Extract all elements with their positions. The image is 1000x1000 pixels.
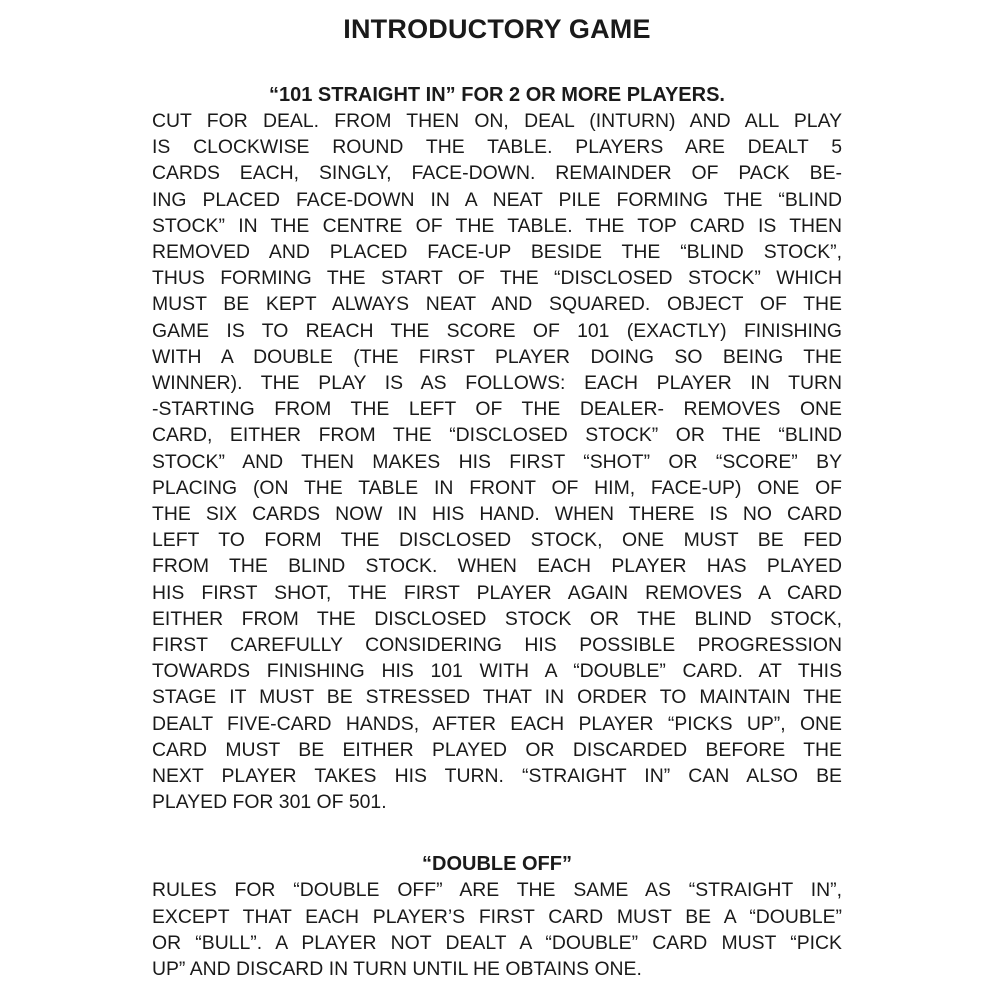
body-line: CARD MUST BE EITHER PLAYED OR DISCARDED BEFORE THE (152, 738, 842, 761)
body-line: CARDS EACH, SINGLY, FACE-DOWN. REMAINDER OF PACK BE- (152, 162, 842, 185)
body-line: EXCEPT THAT EACH PLAYER’S FIRST CARD MUST BE A “DOUBLE” (152, 905, 842, 928)
section-heading-double-off: “DOUBLE OFF” (422, 853, 572, 876)
section-body-double-off (152, 877, 842, 982)
body-line: STOCK” AND THEN MAKES HIS FIRST “SHOT” OR “SCORE” BY (152, 450, 842, 473)
body-line: FROM THE BLIND STOCK. WHEN EACH PLAYER HAS PLAYED (152, 555, 842, 578)
body-line: UP” AND DISCARD IN TURN UNTIL HE OBTAINS ONE. (152, 958, 642, 981)
body-line: STOCK” IN THE CENTRE OF THE TABLE. THE TOP CARD IS THEN (152, 214, 842, 237)
body-line: RULES FOR “DOUBLE OFF” ARE THE SAME AS “STRAIGHT IN”, (152, 879, 842, 902)
body-line: MUST BE KEPT ALWAYS NEAT AND SQUARED. OBJECT OF THE (152, 293, 842, 316)
body-line: OR “BULL”. A PLAYER NOT DEALT A “DOUBLE” CARD MUST “PICK (152, 931, 842, 954)
body-line: HIS FIRST SHOT, THE FIRST PLAYER AGAIN REMOVES A CARD (152, 581, 842, 604)
body-line: LEFT TO FORM THE DISCLOSED STOCK, ONE MUST BE FED (152, 529, 842, 552)
document-page (152, 12, 842, 982)
page-title: INTRODUCTORY GAME (343, 14, 651, 44)
body-line: ING PLACED FACE-DOWN IN A NEAT PILE FORMING THE “BLIND (152, 188, 842, 211)
body-line: THE SIX CARDS NOW IN HIS HAND. WHEN THERE IS NO CARD (152, 503, 842, 526)
body-line: CUT FOR DEAL. FROM THEN ON, DEAL (INTURN) AND ALL PLAY (152, 110, 842, 132)
body-line: PLACING (ON THE TABLE IN FRONT OF HIM, FACE-UP) ONE OF (152, 476, 842, 499)
body-line: CARD, EITHER FROM THE “DISCLOSED STOCK” OR THE “BLIND (152, 424, 842, 447)
body-line: STAGE IT MUST BE STRESSED THAT IN ORDER TO MAINTAIN THE (152, 686, 842, 709)
section-heading-straight-in: “101 STRAIGHT IN” FOR 2 OR MORE PLAYERS. (268, 84, 725, 106)
body-line: REMOVED AND PLACED FACE-UP BESIDE THE “BLIND STOCK”, (152, 241, 842, 264)
body-line: WINNER). THE PLAY IS AS FOLLOWS: EACH PLAYER IN TURN (152, 372, 842, 395)
body-line: NEXT PLAYER TAKES HIS TURN. “STRAIGHT IN” CAN ALSO BE (152, 765, 842, 788)
body-line: WITH A DOUBLE (THE FIRST PLAYER DOING SO BEING THE (152, 345, 842, 368)
section-body-straight-in (152, 108, 842, 815)
body-line: THUS FORMING THE START OF THE “DISCLOSED STOCK” WHICH (152, 267, 842, 290)
body-line: FIRST CAREFULLY CONSIDERING HIS POSSIBLE PROGRESSION (152, 634, 842, 657)
body-line: DEALT FIVE-CARD HANDS, AFTER EACH PLAYER “PICKS UP”, ONE (152, 712, 842, 735)
body-line: -STARTING FROM THE LEFT OF THE DEALER- REMOVES ONE (152, 398, 842, 421)
body-line: IS CLOCKWISE ROUND THE TABLE. PLAYERS ARE DEALT 5 (152, 136, 842, 159)
body-line: GAME IS TO REACH THE SCORE OF 101 (EXACTLY) FINISHING (152, 319, 842, 342)
body-line: EITHER FROM THE DISCLOSED STOCK OR THE BLIND STOCK, (152, 607, 842, 630)
body-line: PLAYED FOR 301 OF 501. (152, 791, 387, 814)
body-line: TOWARDS FINISHING HIS 101 WITH A “DOUBLE” CARD. AT THIS (152, 660, 842, 683)
